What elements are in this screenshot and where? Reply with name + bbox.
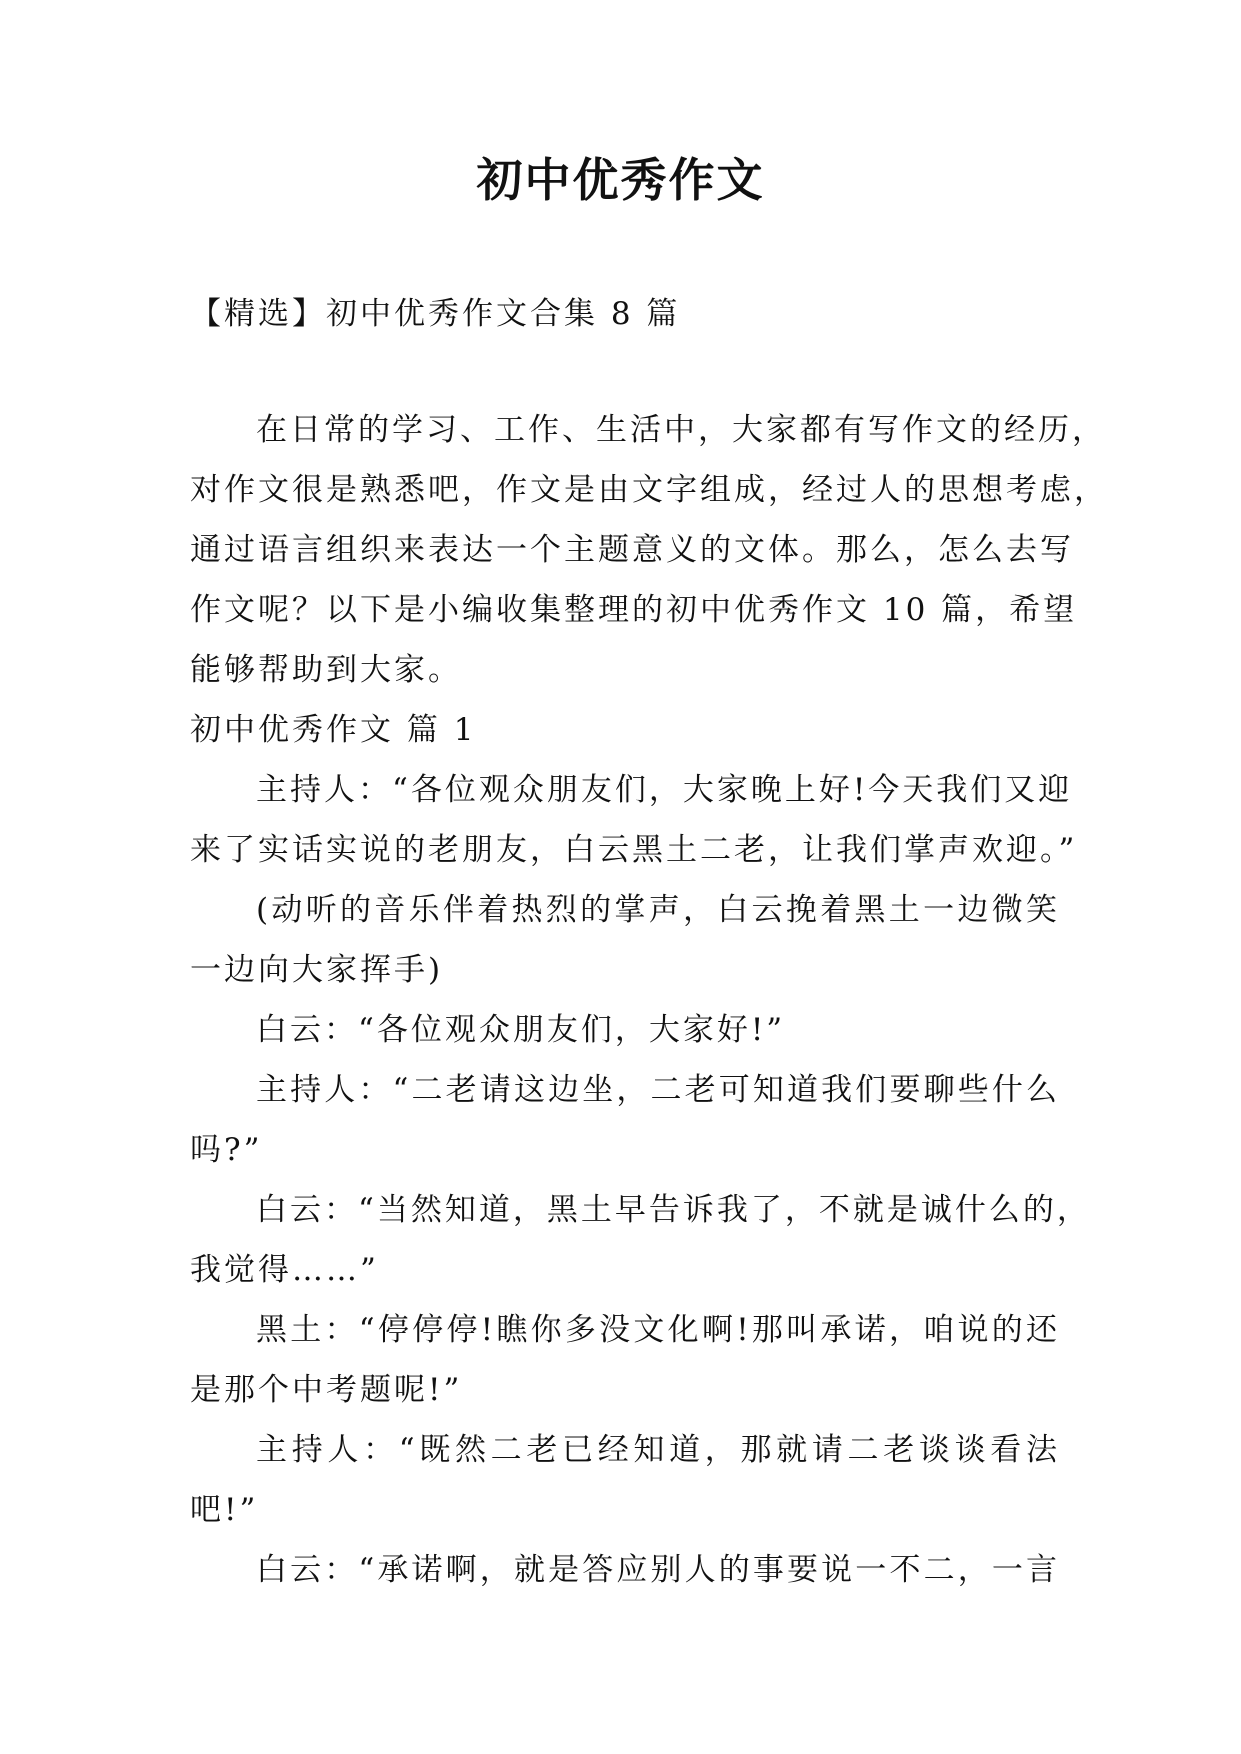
text-line: 主持人：“各位观众朋友们，大家晚上好!今天我们又迎 bbox=[256, 772, 1073, 808]
text-line: 吧!” bbox=[190, 1492, 259, 1528]
text-line: 白云：“承诺啊，就是答应别人的事要说一不二，一言 bbox=[256, 1552, 1060, 1588]
text-line: 对作文很是熟悉吧，作文是由文字组成，经过人的思想考虑， bbox=[190, 472, 1108, 508]
text-line: 通过语言组织来表达一个主题意义的文体。那么，怎么去写 bbox=[190, 532, 1074, 568]
document-title: 初中优秀作文 bbox=[476, 153, 765, 207]
text-line: (动听的音乐伴着热烈的掌声，白云挽着黑土一边微笑 bbox=[256, 892, 1060, 928]
document-subtitle: 【精选】初中优秀作文合集 8 篇 bbox=[190, 296, 681, 332]
text-line: 来了实话实说的老朋友，白云黑土二老，让我们掌声欢迎。” bbox=[190, 832, 1078, 868]
text-line: 吗?” bbox=[190, 1132, 263, 1168]
text-line: 初中优秀作文 篇 1 bbox=[190, 712, 477, 748]
document-body bbox=[190, 400, 1108, 1600]
text-line: 主持人：“二老请这边坐，二老可知道我们要聊些什么 bbox=[256, 1072, 1060, 1108]
text-line: 白云：“当然知道，黑土早告诉我了，不就是诚什么的， bbox=[256, 1192, 1091, 1228]
text-line: 我觉得……” bbox=[190, 1252, 379, 1288]
text-line: 一边向大家挥手) bbox=[190, 952, 444, 988]
text-line: 能够帮助到大家。 bbox=[190, 652, 462, 688]
text-line: 黑土：“停停停!瞧你多没文化啊!那叫承诺，咱说的还 bbox=[256, 1312, 1060, 1348]
text-line: 作文呢？以下是小编收集整理的初中优秀作文 10 篇，希望 bbox=[190, 592, 1078, 628]
text-line: 在日常的学习、工作、生活中，大家都有写作文的经历， bbox=[256, 412, 1106, 448]
text-line: 主持人：“既然二老已经知道，那就请二老谈谈看法 bbox=[256, 1432, 1060, 1468]
text-line: 是那个中考题呢!” bbox=[190, 1372, 463, 1408]
text-line: 白云：“各位观众朋友们，大家好!” bbox=[256, 1012, 786, 1048]
